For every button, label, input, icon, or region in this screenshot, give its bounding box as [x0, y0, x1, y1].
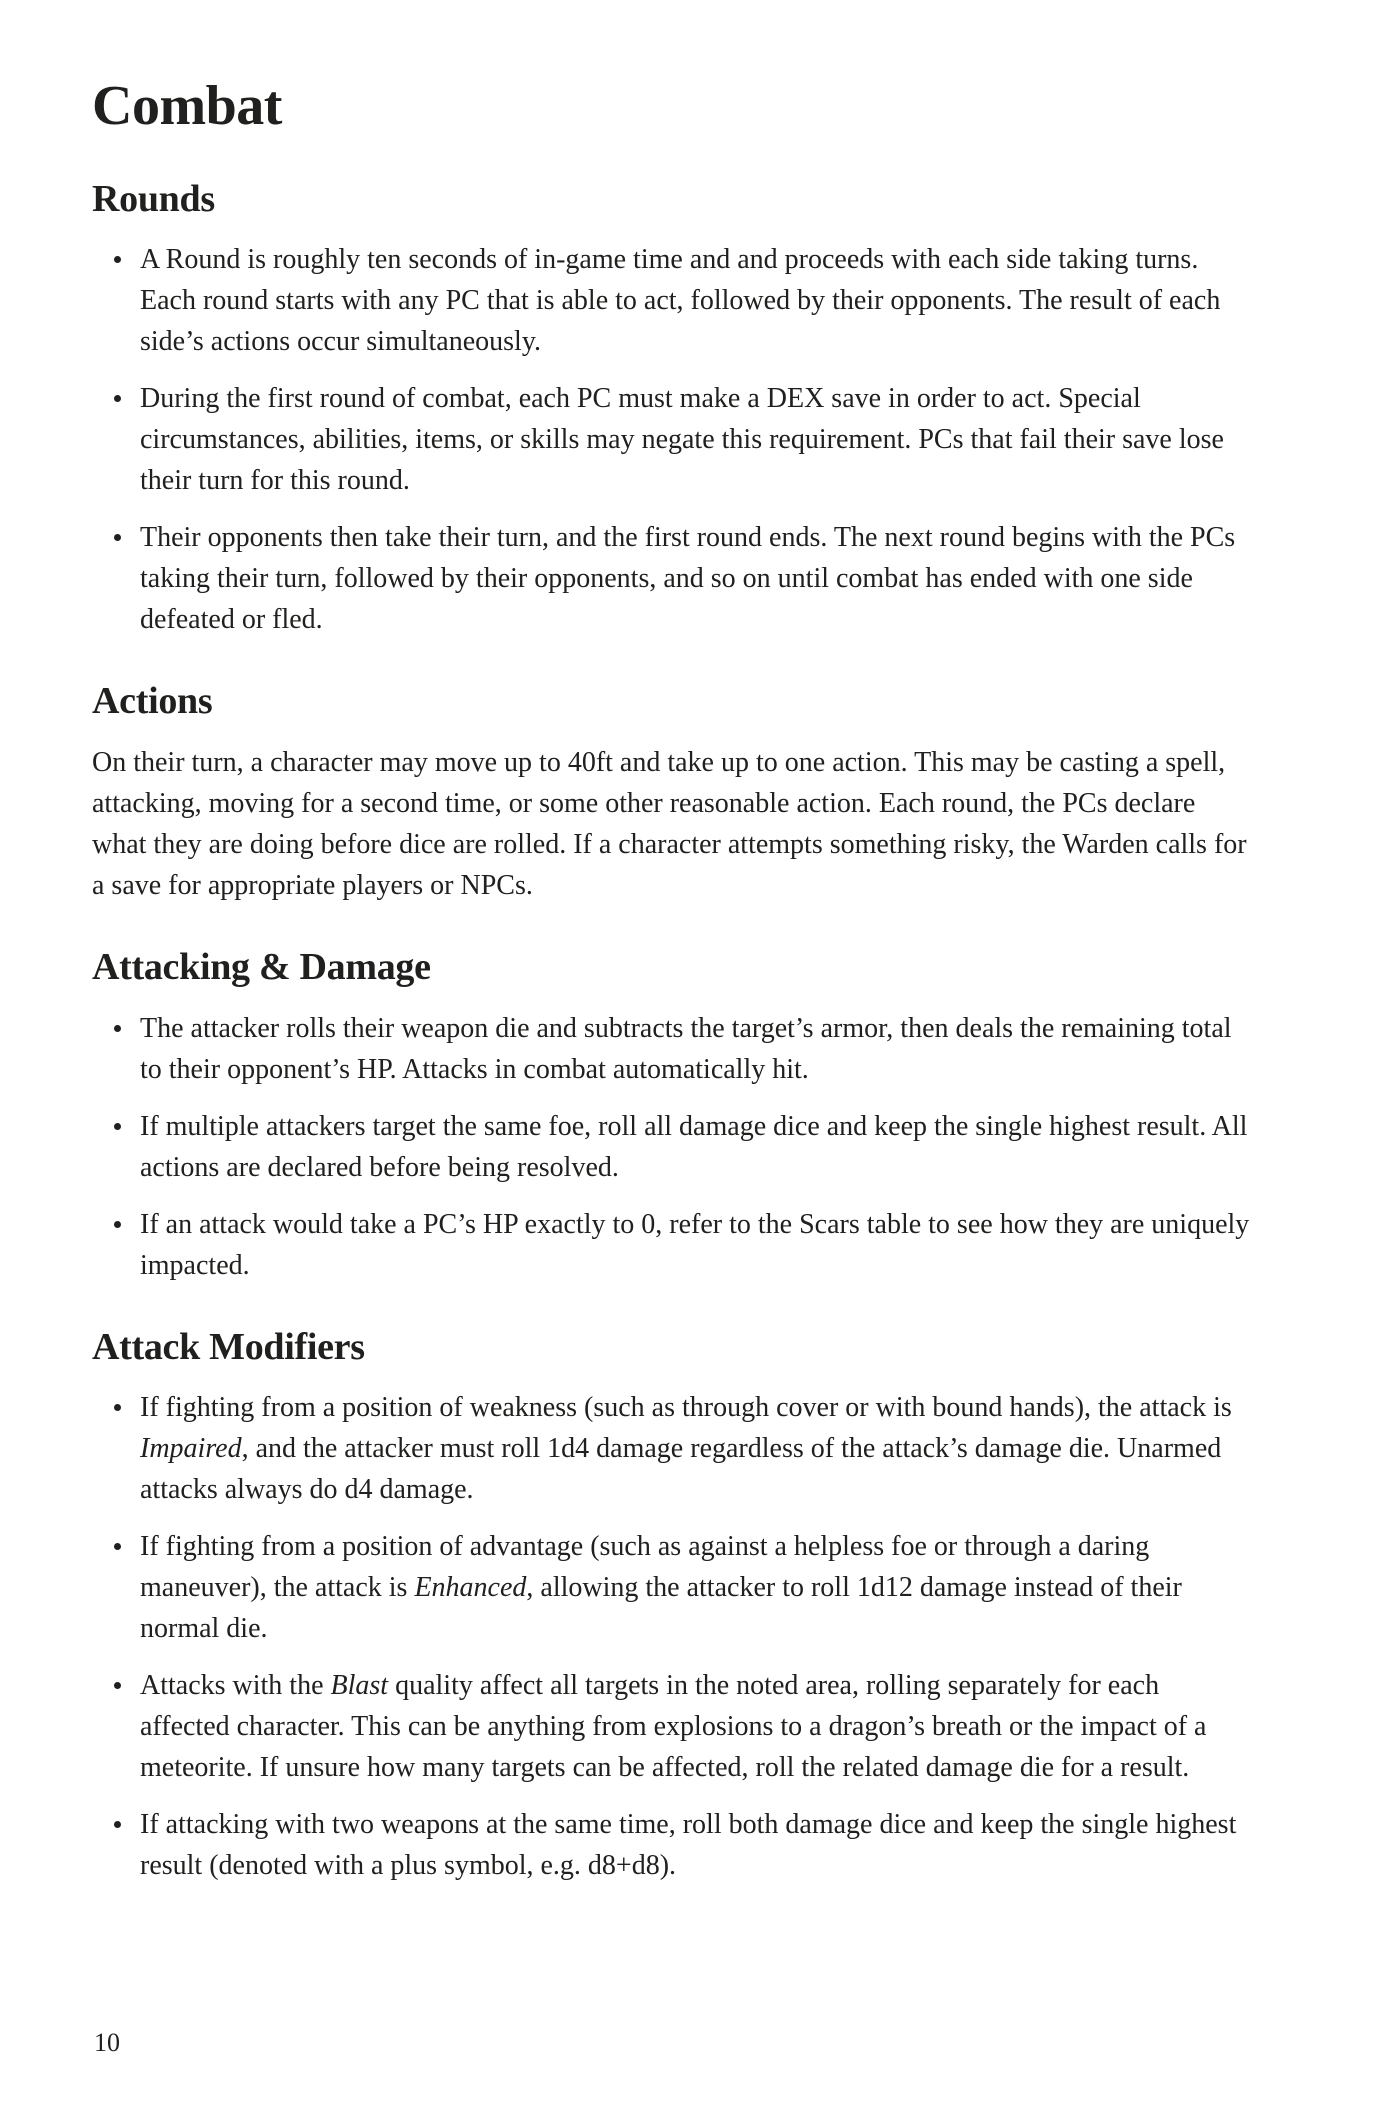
bullet-item: If multiple attackers target the same foe, roll all damage dice and keep the single highest result. All actions are declared before being resolved. — [92, 1106, 1252, 1188]
page-number: 10 — [94, 2028, 120, 2057]
section-heading: Attacking & Damage — [92, 945, 431, 988]
section-heading: Attack Modifiers — [92, 1325, 365, 1368]
italic-term: Impaired — [140, 1433, 242, 1465]
bullet-item: During the first round of combat, each PC must make a DEX save in order to act. Special circumstances, abilities, items, or skills may negate this requirement. PCs that fail their save lose their turn for this round. — [92, 378, 1252, 501]
bullet-item: If fighting from a position of weakness (such as through cover or with bound hands), the attack is Impaired, and the attacker must roll 1d4 damage regardless of the attack’s damage die. Unarmed attacks always do d4 damage. — [92, 1387, 1252, 1510]
sections-container — [92, 178, 1275, 1887]
bullet-item: Attacks with the Blast quality affect all targets in the noted area, rolling separately for each affected character. This can be anything from explosions to a dragon’s breath or the impact of a meteorite. If unsure how many targets can be affected, roll the related damage die for a result. — [92, 1665, 1252, 1788]
bullet-item: If attacking with two weapons at the same time, roll both damage dice and keep the single highest result (denoted with a plus symbol, e.g. d8+d8). — [92, 1804, 1252, 1886]
section-body — [92, 1387, 1275, 1886]
bullet-item: If an attack would take a PC’s HP exactly to 0, refer to the Scars table to see how they are uniquely impacted. — [92, 1204, 1252, 1286]
section-body — [92, 742, 1275, 906]
bullet-item: If fighting from a position of advantage (such as against a helpless foe or through a daring maneuver), the attack is Enhanced, allowing the attacker to roll 1d12 damage instead of their normal die. — [92, 1526, 1252, 1649]
italic-term: Blast — [330, 1670, 389, 1702]
bullet-list — [92, 1008, 1252, 1286]
bullet-list — [92, 239, 1252, 640]
bullet-item: Their opponents then take their turn, and the first round ends. The next round begins with the PCs taking their turn, followed by their opponents, and so on until combat has ended with one side defeated or fled. — [92, 517, 1252, 640]
page-title: Combat — [92, 75, 282, 137]
bullet-list — [92, 1387, 1252, 1886]
section-heading: Actions — [92, 680, 213, 723]
italic-term: Enhanced — [414, 1572, 527, 1604]
section-paragraph: On their turn, a character may move up to 40ft and take up to one action. This may be casting a spell, attacking, moving for a second time, or some other reasonable action. Each round, the PCs declare what they are doing before dice are rolled. If a character attempts something risky, the Warden calls for a save for appropriate players or NPCs. — [92, 746, 1247, 901]
section-heading: Rounds — [92, 177, 215, 220]
section-body — [92, 239, 1275, 640]
section-body — [92, 1008, 1275, 1286]
bullet-item: A Round is roughly ten seconds of in-game time and and proceeds with each side taking turns. Each round starts with any PC that is able to act, followed by their opponents. The result of each side’s actions occur simultaneously. — [92, 239, 1252, 362]
bullet-item: The attacker rolls their weapon die and subtracts the target’s armor, then deals the remaining total to their opponent’s HP. Attacks in combat automatically hit. — [92, 1008, 1252, 1090]
